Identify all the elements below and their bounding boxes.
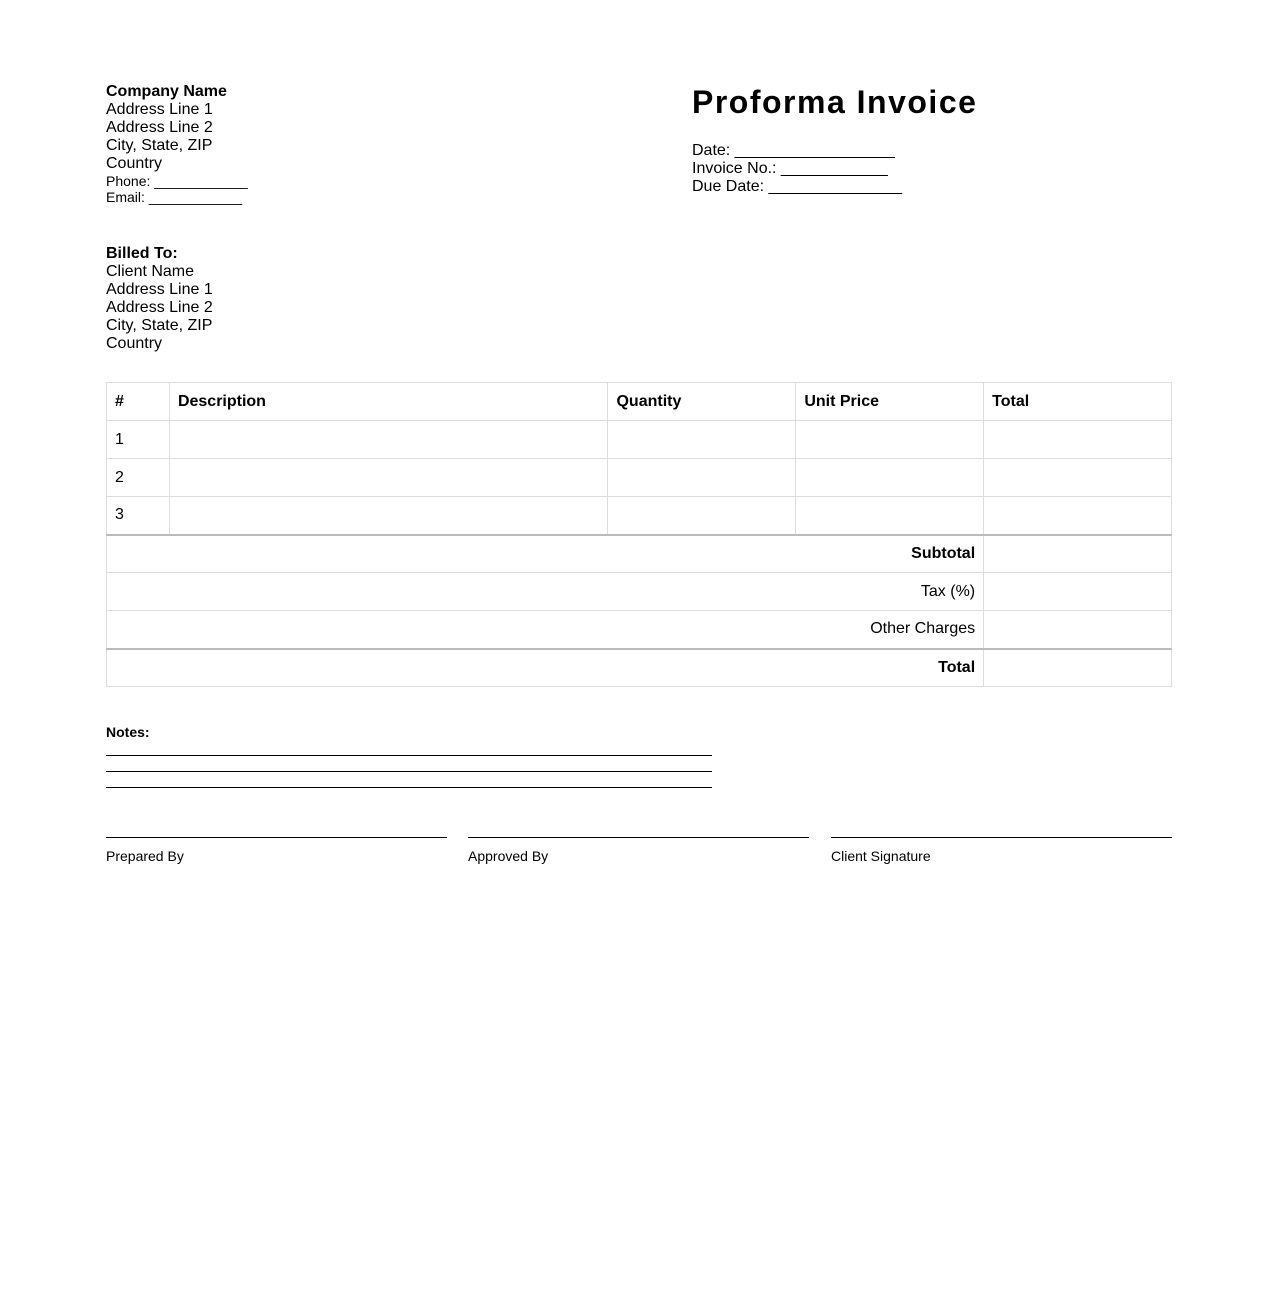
description-cell[interactable] (169, 497, 608, 535)
signature-line[interactable] (468, 837, 809, 838)
other-charges-row (107, 611, 1172, 649)
client-address-line-2: Address Line 2 (106, 299, 213, 316)
company-info (106, 83, 248, 205)
client-country: Country (106, 335, 163, 352)
table-header-row (107, 383, 1172, 421)
company-city-state-zip: City, State, ZIP (106, 137, 213, 154)
description-cell[interactable] (169, 459, 608, 497)
client-signature (831, 837, 1172, 864)
invoice-meta (692, 142, 977, 196)
notes-label: Notes: (106, 724, 150, 740)
table-row (107, 421, 1172, 459)
column-header-description: Description (169, 383, 608, 421)
row-number: 1 (107, 421, 170, 459)
client-name: Client Name (106, 263, 195, 280)
invoice-date-field: Date: __________________ (692, 142, 895, 159)
grand-total-row (107, 649, 1172, 687)
subtotal-row (107, 535, 1172, 573)
table-row (107, 497, 1172, 535)
client-address-line-1: Address Line 1 (106, 281, 213, 298)
notes-line[interactable] (106, 772, 712, 788)
quantity-cell[interactable] (608, 497, 796, 535)
unit-price-cell[interactable] (796, 421, 984, 459)
description-cell[interactable] (169, 421, 608, 459)
column-header-number: # (107, 383, 170, 421)
unit-price-cell[interactable] (796, 497, 984, 535)
column-header-quantity: Quantity (608, 383, 796, 421)
total-cell[interactable] (984, 459, 1172, 497)
column-header-unit-price: Unit Price (796, 383, 984, 421)
client-city-state-zip: City, State, ZIP (106, 317, 213, 334)
grand-total-value-cell[interactable] (984, 649, 1172, 687)
company-email: Email: ____________ (106, 189, 243, 205)
total-cell[interactable] (984, 497, 1172, 535)
signature-line[interactable] (831, 837, 1172, 838)
quantity-cell[interactable] (608, 421, 796, 459)
line-items-table (106, 382, 1172, 687)
subtotal-value-cell[interactable] (984, 535, 1172, 573)
billed-to (106, 245, 213, 353)
approved-by-signature (468, 837, 809, 864)
approved-by-label: Approved By (468, 848, 549, 864)
company-name: Company Name (106, 83, 227, 100)
invoice-number-field: Invoice No.: ____________ (692, 160, 888, 177)
invoice-header (692, 84, 977, 196)
signature-line[interactable] (106, 837, 447, 838)
company-phone: Phone: ____________ (106, 173, 248, 189)
notes-line[interactable] (106, 756, 712, 772)
total-cell[interactable] (984, 421, 1172, 459)
prepared-by-signature (106, 837, 447, 864)
tax-row (107, 573, 1172, 611)
company-address-line-1: Address Line 1 (106, 101, 213, 118)
notes-line[interactable] (106, 740, 712, 756)
other-charges-value-cell[interactable] (984, 611, 1172, 649)
tax-value-cell[interactable] (984, 573, 1172, 611)
tax-label: Tax (%) (107, 573, 984, 611)
client-signature-label: Client Signature (831, 848, 931, 864)
quantity-cell[interactable] (608, 459, 796, 497)
company-address-line-2: Address Line 2 (106, 119, 213, 136)
notes-section (106, 724, 712, 788)
prepared-by-label: Prepared By (106, 848, 184, 864)
unit-price-cell[interactable] (796, 459, 984, 497)
row-number: 3 (107, 497, 170, 535)
other-charges-label: Other Charges (107, 611, 984, 649)
company-country: Country (106, 155, 163, 172)
invoice-due-date-field: Due Date: _______________ (692, 178, 902, 195)
column-header-total: Total (984, 383, 1172, 421)
billed-to-label: Billed To: (106, 245, 178, 262)
subtotal-label: Subtotal (107, 535, 984, 573)
grand-total-label: Total (107, 649, 984, 687)
table-row (107, 459, 1172, 497)
invoice-title: Proforma Invoice (692, 84, 978, 120)
row-number: 2 (107, 459, 170, 497)
